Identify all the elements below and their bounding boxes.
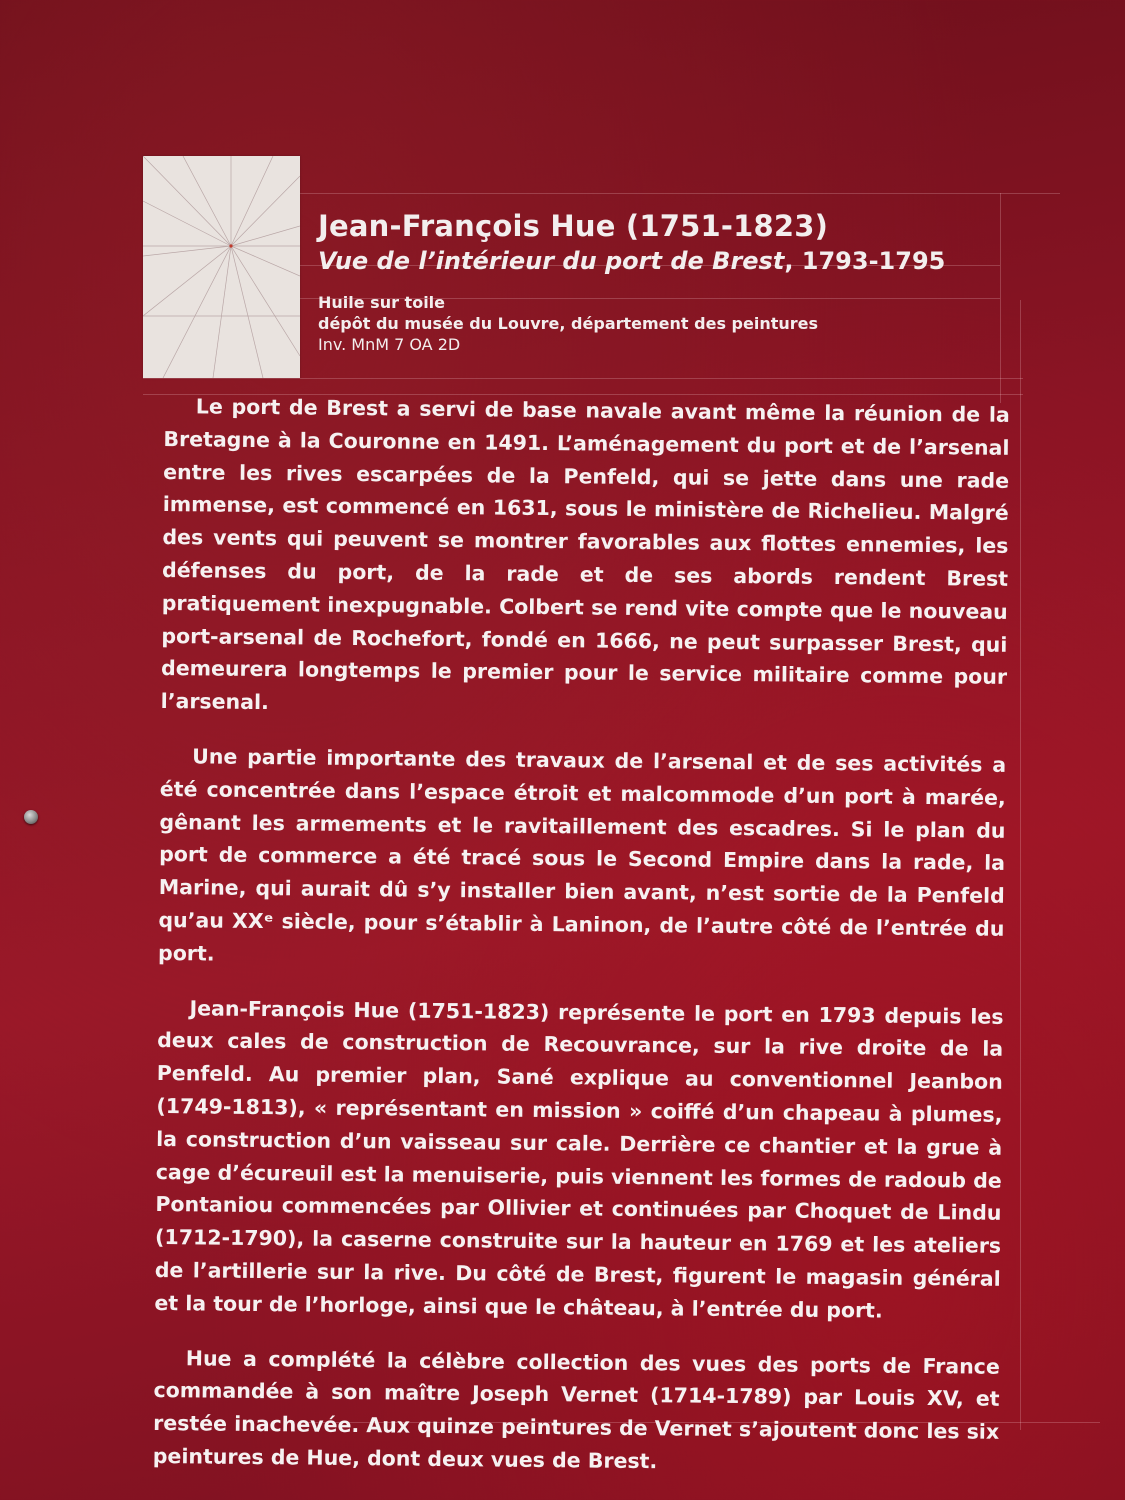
perspective-lines-graphic — [143, 156, 300, 378]
guide-line — [300, 193, 1060, 194]
painting-thumbnail-placeholder — [143, 156, 300, 378]
body-paragraph: Une partie importante des travaux de l’arsenal et de ses activités a été concentrée dans l’espace étroit et malcommode d’un port à marée, gênant les armements et le ravitaillement des escadres. Si le plan du port de commerce a été tracé sous le Second Empire dans la rade, la Marine, qui aurait dû s’y installer bien avant, n’est sortie de la Penfeld qu’au XXᵉ siècle, pour s’établir à Laninon, de l’autre côté de l’entrée du port. — [157, 744, 1007, 966]
mounting-screw — [24, 810, 38, 824]
body-paragraph: Le port de Brest a servi de base navale avant même la réunion de la Bretagne à la Couronne en 1491. L’aménagement du port et de l’arsenal entre les rives escarpées de la Penfeld, qui se jette dans une rade immense, est commencé en 1631, sous le ministère de Richelieu. Malgré des vents qui peuvent se montrer favorables aux flottes ennemies, les défenses du port, de la rade et de ses abords rendent Brest pratiquement inexpugnable. Colbert se rend vite compte que le nouveau port-arsenal de Rochefort, fondé en 1666, ne peut surpasser Brest, qui demeurera longtemps le premier pour le service militaire comme pour l’arsenal. — [160, 394, 1010, 715]
body-paragraph: Jean-François Hue (1751-1823) représente le port en 1793 depuis les deux cales de construction de Recouvrance, sur la rive droite de la Penfeld. Au premier plan, Sané explique au conventionnel Jeanbon (1749-1813), « représentant en mission » coiffé d’un chapeau à plumes, la construction d’un vaisseau sur cale. Derrière ce chantier et la grue à cage d’écureuil est la menuiserie, puis viennent les formes de radoub de Pontaniou commencées par Ollivier et continuées par Choquet de Lindu (1712-1790), la caserne construite sur la hauteur en 1769 et les ateliers de l’artillerie sur la rive. Du côté de Brest, figurent le magasin général et la tour de l’horloge, ainsi que le château, à l’entrée du port. — [154, 995, 1004, 1323]
artist-name: Jean-François Hue (1751-1823) — [318, 209, 829, 243]
inventory-number: Inv. MnM 7 OA 2D — [318, 335, 461, 354]
deposit-credit: dépôt du musée du Louvre, département des peintures — [318, 314, 819, 333]
label-body-text — [152, 390, 1010, 1500]
label-header — [318, 208, 1018, 355]
medium: Huile sur toile — [318, 293, 446, 312]
guide-line — [143, 378, 1023, 379]
guide-line — [1020, 300, 1021, 1430]
work-dates: , 1793-1795 — [784, 247, 946, 275]
work-title: Vue de l’intérieur du port de Brest — [318, 247, 785, 275]
work-details — [318, 292, 1018, 355]
work-title-line — [318, 244, 1018, 278]
body-paragraph: Hue a complété la célèbre collection des vues des ports de France commandée à son maître Joseph Vernet (1714-1789) par Louis XV, et restée inachevée. Aux quinze peintures de Vernet s’ajoutent donc les six peintures de Hue, dont deux vues de Brest. — [152, 1345, 1000, 1474]
